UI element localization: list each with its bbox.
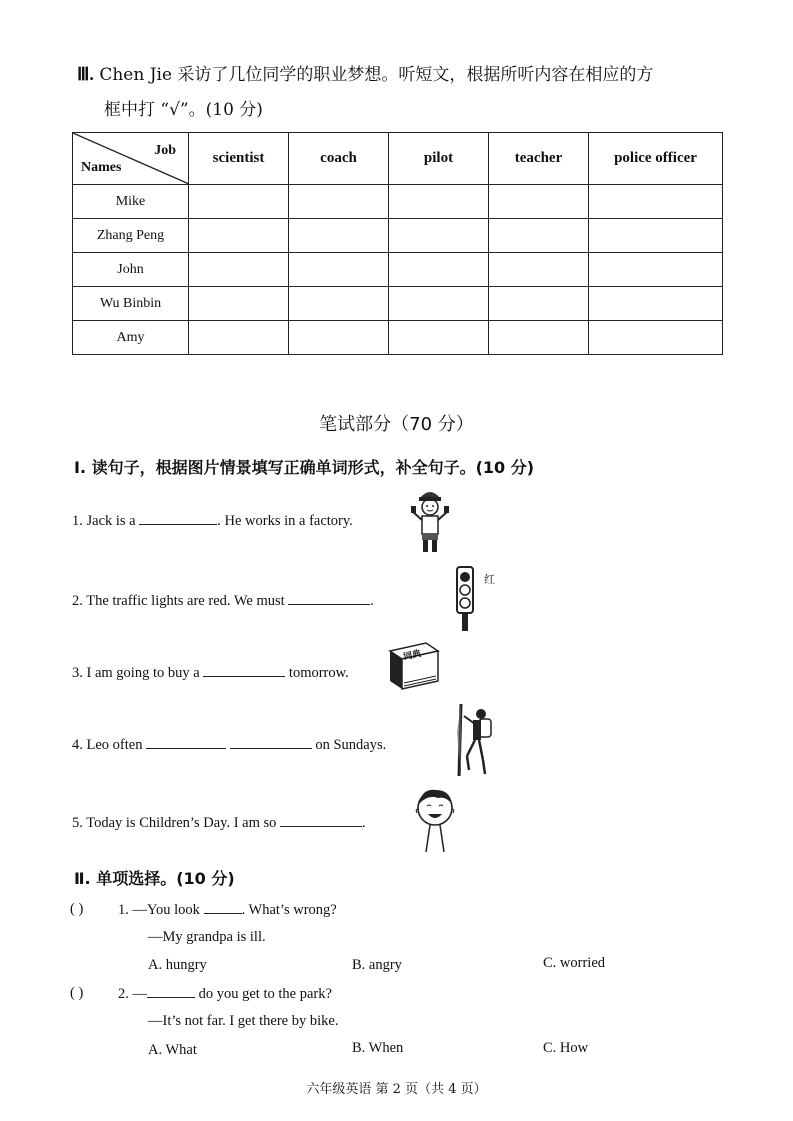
option-c[interactable]: C. How [543,1040,589,1056]
table-row [73,321,723,355]
check-box-cell[interactable] [389,253,489,287]
check-box-cell[interactable] [189,321,289,355]
question-text: 1. —You look [118,902,200,918]
job-header: teacher [489,133,589,185]
check-box-cell[interactable] [189,287,289,321]
fill-item-2 [72,592,374,610]
job-dream-table [72,132,723,355]
option-a[interactable]: A. hungry [148,957,207,973]
answer-blank[interactable] [147,985,195,998]
question-1-line2: —My grandpa is ill. [148,929,266,945]
table-header-row [73,133,723,185]
question-2-line1 [118,985,332,1003]
table-row [73,219,723,253]
check-box-cell[interactable] [589,253,723,287]
fill-item-1 [72,512,353,530]
table-row [73,253,723,287]
table-row [73,185,723,219]
fill-item-text: . [370,593,374,609]
option-c[interactable]: C. worried [543,955,606,971]
traffic-light-icon [452,565,478,633]
table-corner-cell [73,133,189,185]
fill-item-text: 3. I am going to buy a [72,665,200,681]
check-box-cell[interactable] [489,287,589,321]
job-header: pilot [389,133,489,185]
option-b[interactable]: B. angry [352,957,402,973]
fill-item-text: 2. The traffic lights are red. We must [72,593,285,609]
fill-item-text: 1. Jack is a [72,513,136,529]
fill-item-text: . He works in a factory. [217,513,353,529]
answer-blank[interactable] [203,664,285,677]
check-box-cell[interactable] [489,185,589,219]
corner-job-label: Job [154,143,176,158]
check-box-cell[interactable] [189,219,289,253]
part3-instruction: Chen Jie 采访了几位同学的职业梦想。听短文，根据所听内容在相应的方 [99,65,654,85]
check-box-cell[interactable] [389,219,489,253]
job-header: police officer [589,133,723,185]
happy-boy-icon [412,782,458,854]
dictionary-label: 词典 [402,649,423,663]
check-box-cell[interactable] [389,185,489,219]
option-a[interactable]: A. What [148,1042,197,1058]
part3-number: Ⅲ. [77,64,94,84]
student-name: Zhang Peng [73,219,189,253]
question-text: . What’s wrong? [241,902,337,918]
fill-item-text: . [362,815,366,831]
fill-item-text: 4. Leo often [72,737,143,753]
check-box-cell[interactable] [289,321,389,355]
check-box-cell[interactable] [189,253,289,287]
option-b[interactable]: B. When [352,1040,404,1056]
check-box-cell[interactable] [489,321,589,355]
answer-paren[interactable]: ( ) [70,985,84,1001]
part3-title-line1 [77,60,653,85]
section1-title: Ⅰ. 读句子，根据图片情景填写正确单词形式，补全句子。(10 分) [74,458,535,477]
answer-blank[interactable] [288,592,370,605]
student-name: Mike [73,185,189,219]
fill-item-text: on Sundays. [315,737,387,753]
traffic-light-label: 红 [484,573,495,586]
check-box-cell[interactable] [289,219,389,253]
job-header: coach [289,133,389,185]
check-box-cell[interactable] [289,253,389,287]
check-box-cell[interactable] [589,321,723,355]
question-1-line1 [118,901,337,919]
answer-paren[interactable]: ( ) [70,901,84,917]
table-row [73,287,723,321]
student-name: Amy [73,321,189,355]
fill-item-text: 5. Today is Children’s Day. I am so [72,815,277,831]
question-2-line2: —It’s not far. I get there by bike. [148,1013,339,1029]
written-part-heading: 笔试部分（70 分） [319,414,474,435]
answer-blank[interactable] [146,736,226,749]
check-box-cell[interactable] [389,287,489,321]
section2-title: Ⅱ. 单项选择。(10 分) [74,869,235,888]
check-box-cell[interactable] [589,219,723,253]
check-box-cell[interactable] [189,185,289,219]
worker-icon [410,484,450,556]
fill-item-4 [72,736,386,754]
fill-item-3 [72,664,349,682]
answer-blank[interactable] [139,512,217,525]
check-box-cell[interactable] [589,185,723,219]
answer-blank[interactable] [204,901,242,914]
fill-item-text: tomorrow. [288,665,349,681]
climber-icon [455,702,495,778]
question-text: do you get to the park? [198,986,332,1002]
answer-blank[interactable] [230,736,312,749]
student-name: John [73,253,189,287]
check-box-cell[interactable] [589,287,723,321]
check-box-cell[interactable] [289,287,389,321]
job-header: scientist [189,133,289,185]
corner-names-label: Names [81,160,122,175]
check-box-cell[interactable] [289,185,389,219]
page-footer: 六年级英语 第 2 页（共 4 页） [306,1082,487,1097]
question-text: 2. — [118,986,147,1002]
check-box-cell[interactable] [389,321,489,355]
student-name: Wu Binbin [73,287,189,321]
fill-item-5 [72,814,366,832]
check-box-cell[interactable] [489,219,589,253]
check-box-cell[interactable] [489,253,589,287]
part3-title-line2: 框中打 “√”。(10 分) [104,100,263,120]
answer-blank[interactable] [280,814,362,827]
